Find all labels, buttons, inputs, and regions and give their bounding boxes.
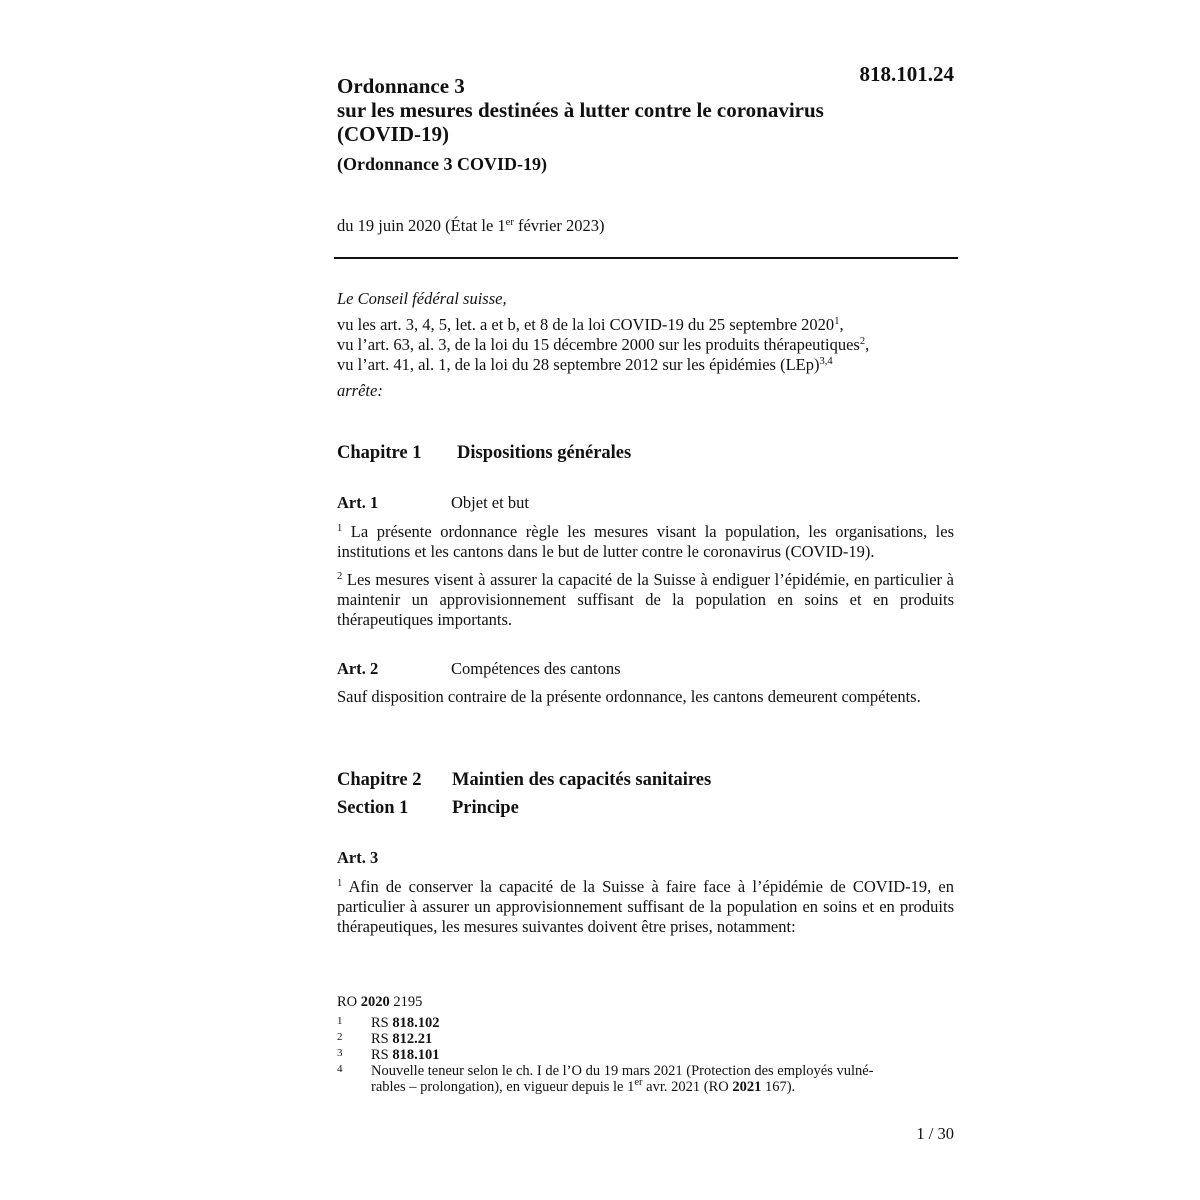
footnote-number: 1	[337, 1015, 343, 1027]
title-divider	[334, 257, 958, 259]
footnote-prefix: RS	[371, 1047, 393, 1063]
footnote-prefix: RS	[371, 1015, 393, 1031]
footnote-number: 4	[337, 1063, 343, 1075]
date-suffix: février 2023)	[513, 216, 605, 235]
document-date	[337, 216, 605, 236]
document-title	[337, 74, 937, 146]
art-1-label: Art. 1	[337, 493, 379, 512]
preamble-line-3-text: vu l’art. 41, al. 1, de la loi du 28 septembre 2012 sur les épidémies (LEp)	[337, 355, 820, 374]
footnote-ref-1[interactable]: 1	[834, 316, 840, 327]
footnote-link[interactable]: 818.102	[392, 1015, 440, 1031]
preamble-line-3-mid: ,	[824, 356, 828, 367]
preamble-line-3	[337, 355, 833, 375]
footnote-number: 2	[337, 1031, 343, 1043]
title-line-1: Ordonnance 3	[337, 74, 465, 98]
chapter-1-title: Dispositions générales	[457, 443, 632, 463]
paragraph-text: Afin de conserver la capacité de la Suisse à faire face à l’épidémie de COVID-19, en particulier à assurer un approvisionnement suffisant de la population en soins et en produits thérapeutiques, les mesures suivantes doivent être prises, notamment:	[337, 877, 954, 936]
section-1-title: Principe	[452, 798, 519, 818]
art-2-paragraph-1: Sauf disposition contraire de la présente ordonnance, les cantons demeurent compétents.	[337, 687, 921, 706]
page-number: 1 / 30	[916, 1124, 954, 1143]
fn4-text-b: avr. 2021 (RO	[642, 1079, 733, 1095]
ro-prefix: RO	[337, 994, 361, 1010]
preamble-line-2	[337, 335, 869, 355]
art-2-label: Art. 2	[337, 659, 379, 678]
preamble-decree: arrête:	[337, 381, 383, 400]
preamble-authority: Le Conseil fédéral suisse,	[337, 289, 507, 308]
footnote-link[interactable]: 818.101	[392, 1047, 440, 1063]
art-3-paragraph-1	[337, 877, 954, 937]
fn4-text-a: rables – prolongation), en vigueur depuis le 1	[371, 1079, 635, 1095]
footnote-ref-2[interactable]: 2	[859, 336, 866, 347]
footnote-ro	[337, 994, 422, 1010]
paragraph-text: Les mesures visent à assurer la capacité de la Suisse à endiguer l’épidémie, en particulier à maintenir un approvisionnement suffisant de la population en soins et en produits thérapeutiques importants.	[337, 570, 954, 629]
footnote-number: 3	[337, 1047, 343, 1059]
art-1-title: Objet et but	[451, 493, 529, 512]
date-prefix: du 19 juin 2020 (État le 1	[337, 216, 506, 235]
footnote-4-line-1: Nouvelle teneur selon le ch. I de l’O du 19 mars 2021 (Protection des employés vulné-	[371, 1063, 874, 1079]
title-line-2: sur les mesures destinées à lutter contre le coronavirus	[337, 98, 824, 122]
sr-number: 818.101.24	[859, 62, 954, 86]
title-line-3: (COVID-19)	[337, 122, 449, 146]
short-title: (Ordonnance 3 COVID-19)	[337, 154, 547, 174]
fn4-text-c: 167).	[761, 1079, 796, 1095]
ro-page: 2195	[389, 994, 423, 1010]
preamble-line-1-text: vu les art. 3, 4, 5, let. a et b, et 8 de la loi COVID-19 du 25 septembre 2020	[337, 315, 835, 334]
chapter-2-title: Maintien des capacités sanitaires	[452, 770, 712, 790]
preamble-line-1-end: ,	[839, 315, 844, 334]
preamble-line-2-end: ,	[865, 335, 870, 354]
art-2-title: Compétences des cantons	[451, 659, 621, 678]
footnote-prefix: RS	[371, 1031, 393, 1047]
footnote-4-line-2	[371, 1079, 795, 1095]
footnote-ref-4[interactable]: 4	[827, 356, 833, 367]
chapter-1-label: Chapitre 1	[337, 443, 422, 463]
art-3-label: Art. 3	[337, 848, 379, 867]
paragraph-text: La présente ordonnance règle les mesures visant la population, les organisations, les institutions et les cantons dans le but de lutter contre le coronavirus (COVID-19).	[337, 522, 954, 561]
fn4-sup: er	[634, 1077, 643, 1088]
paragraph-number: 1	[337, 523, 343, 534]
preamble-line-1	[337, 315, 844, 335]
preamble-line-2-text: vu l’art. 63, al. 3, de la loi du 15 décembre 2000 sur les produits thérapeutiques	[337, 335, 860, 354]
paragraph-number: 2	[337, 571, 343, 582]
footnote-ref-3[interactable]: 3	[819, 356, 825, 367]
date-sup: er	[505, 217, 514, 228]
art-1-paragraph-2	[337, 570, 954, 630]
art-1-paragraph-1	[337, 522, 954, 562]
chapter-2-label: Chapitre 2	[337, 770, 422, 790]
footnote-link[interactable]: 812.21	[392, 1031, 433, 1047]
ro-year: 2020	[360, 994, 390, 1010]
section-1-label: Section 1	[337, 798, 409, 818]
fn4-bold: 2021	[732, 1079, 762, 1095]
paragraph-number: 1	[337, 878, 343, 889]
